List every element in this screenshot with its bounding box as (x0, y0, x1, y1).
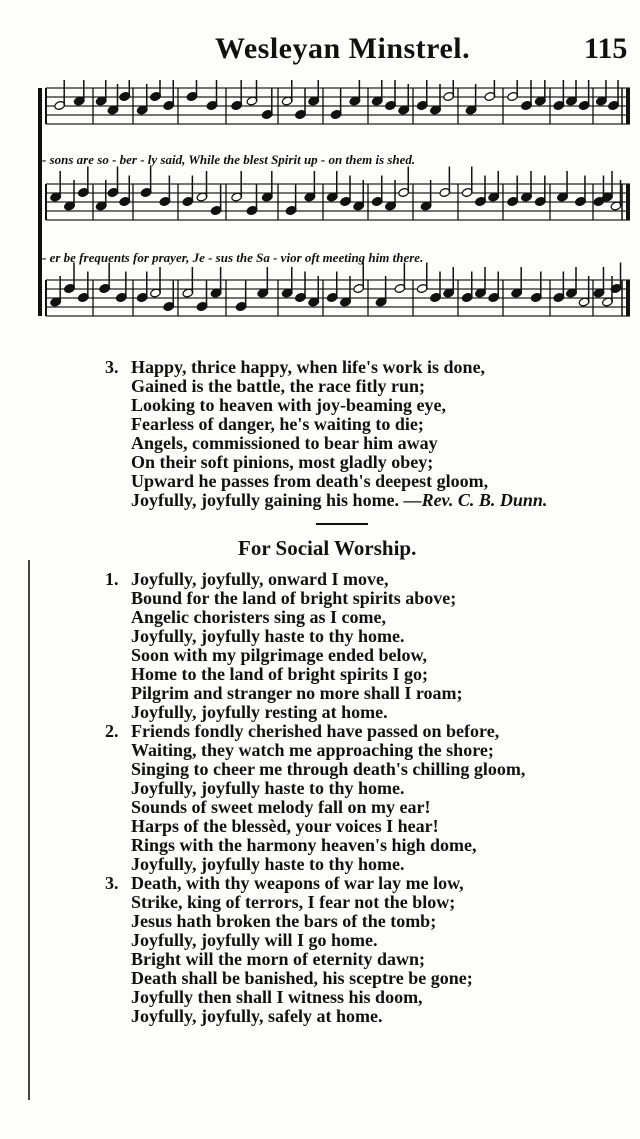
hymn-title: For Social Worship. (238, 536, 417, 560)
verse-line: Death, with thy weapons of war lay me low, (131, 873, 464, 893)
page-number: 115 (584, 32, 628, 65)
verse-number: 3. (105, 357, 119, 377)
verse-line: Fearless of danger, he's waiting to die; (131, 414, 424, 434)
verse-line: Strike, king of terrors, I fear not the blow; (131, 892, 456, 912)
verse-line: Joyfully, joyfully haste to thy home. (131, 854, 405, 874)
verse-line: Jesus hath broken the bars of the tomb; (131, 911, 437, 931)
verse-line: Bright will the morn of eternity dawn; (131, 949, 425, 969)
author-attribution: —Rev. C. B. Dunn. (403, 490, 548, 510)
verse-line: Waiting, they watch me approaching the shore; (131, 740, 494, 760)
lyrics-line-2: - er be frequents for prayer, Je - sus the Sa - vior oft meeting him there. (42, 250, 424, 265)
verse-line: Angelic choristers sing as I come, (131, 607, 386, 627)
verse-line: Death shall be banished, his sceptre be gone; (131, 968, 473, 988)
verse-number: 3. (105, 873, 119, 893)
verse-line: Joyfully, joyfully haste to thy home. (131, 626, 405, 646)
verse-line: Home to the land of bright spirits I go; (131, 664, 428, 684)
verse-line: Gained is the battle, the race fitly run; (131, 376, 425, 396)
verse-line: On their soft pinions, most gladly obey; (131, 452, 434, 472)
verse-line: Upward he passes from death's deepest gloom, (131, 471, 489, 491)
verse-line-text: Joyfully, joyfully gaining his home. (131, 490, 400, 510)
verse-line: Harps of the blessèd, your voices I hear! (131, 816, 439, 836)
verse-line: Joyfully, joyfully resting at home. (131, 702, 388, 722)
binding-edge (28, 560, 30, 1100)
verse-line: Angels, commissioned to bear him away (131, 433, 438, 453)
running-title: Wesleyan Minstrel. (215, 32, 471, 65)
verse-line: Happy, thrice happy, when life's work is done, (131, 357, 486, 377)
verse-line: Soon with my pilgrimage ended below, (131, 645, 428, 665)
verse-number: 1. (105, 569, 119, 589)
verse-line: Singing to cheer me through death's chilling gloom, (131, 759, 526, 779)
verse-line: Sounds of sweet melody fall on my ear! (131, 797, 431, 817)
verse-line: Friends fondly cherished have passed on before, (131, 721, 500, 741)
verse-line: Joyfully then shall I witness his doom, (131, 987, 423, 1007)
verse-line: Bound for the land of bright spirits above; (131, 588, 457, 608)
verse-line: Joyfully, joyfully, safely at home. (131, 1006, 383, 1026)
verse-line: Rings with the harmony heaven's high dome, (131, 835, 477, 855)
verse-line: Joyfully, joyfully will I go home. (131, 930, 378, 950)
verse-line: Joyfully, joyfully, onward I move, (131, 569, 389, 589)
verse-line: Pilgrim and stranger no more shall I roam; (131, 683, 463, 703)
verse-number: 2. (105, 721, 119, 741)
lyrics-line-1: - sons are so - ber - ly said, While the blest Spirit up - on them is shed. (42, 152, 416, 167)
verse-line: Looking to heaven with joy-beaming eye, (131, 395, 446, 415)
verse-line: Joyfully, joyfully haste to thy home. (131, 778, 405, 798)
